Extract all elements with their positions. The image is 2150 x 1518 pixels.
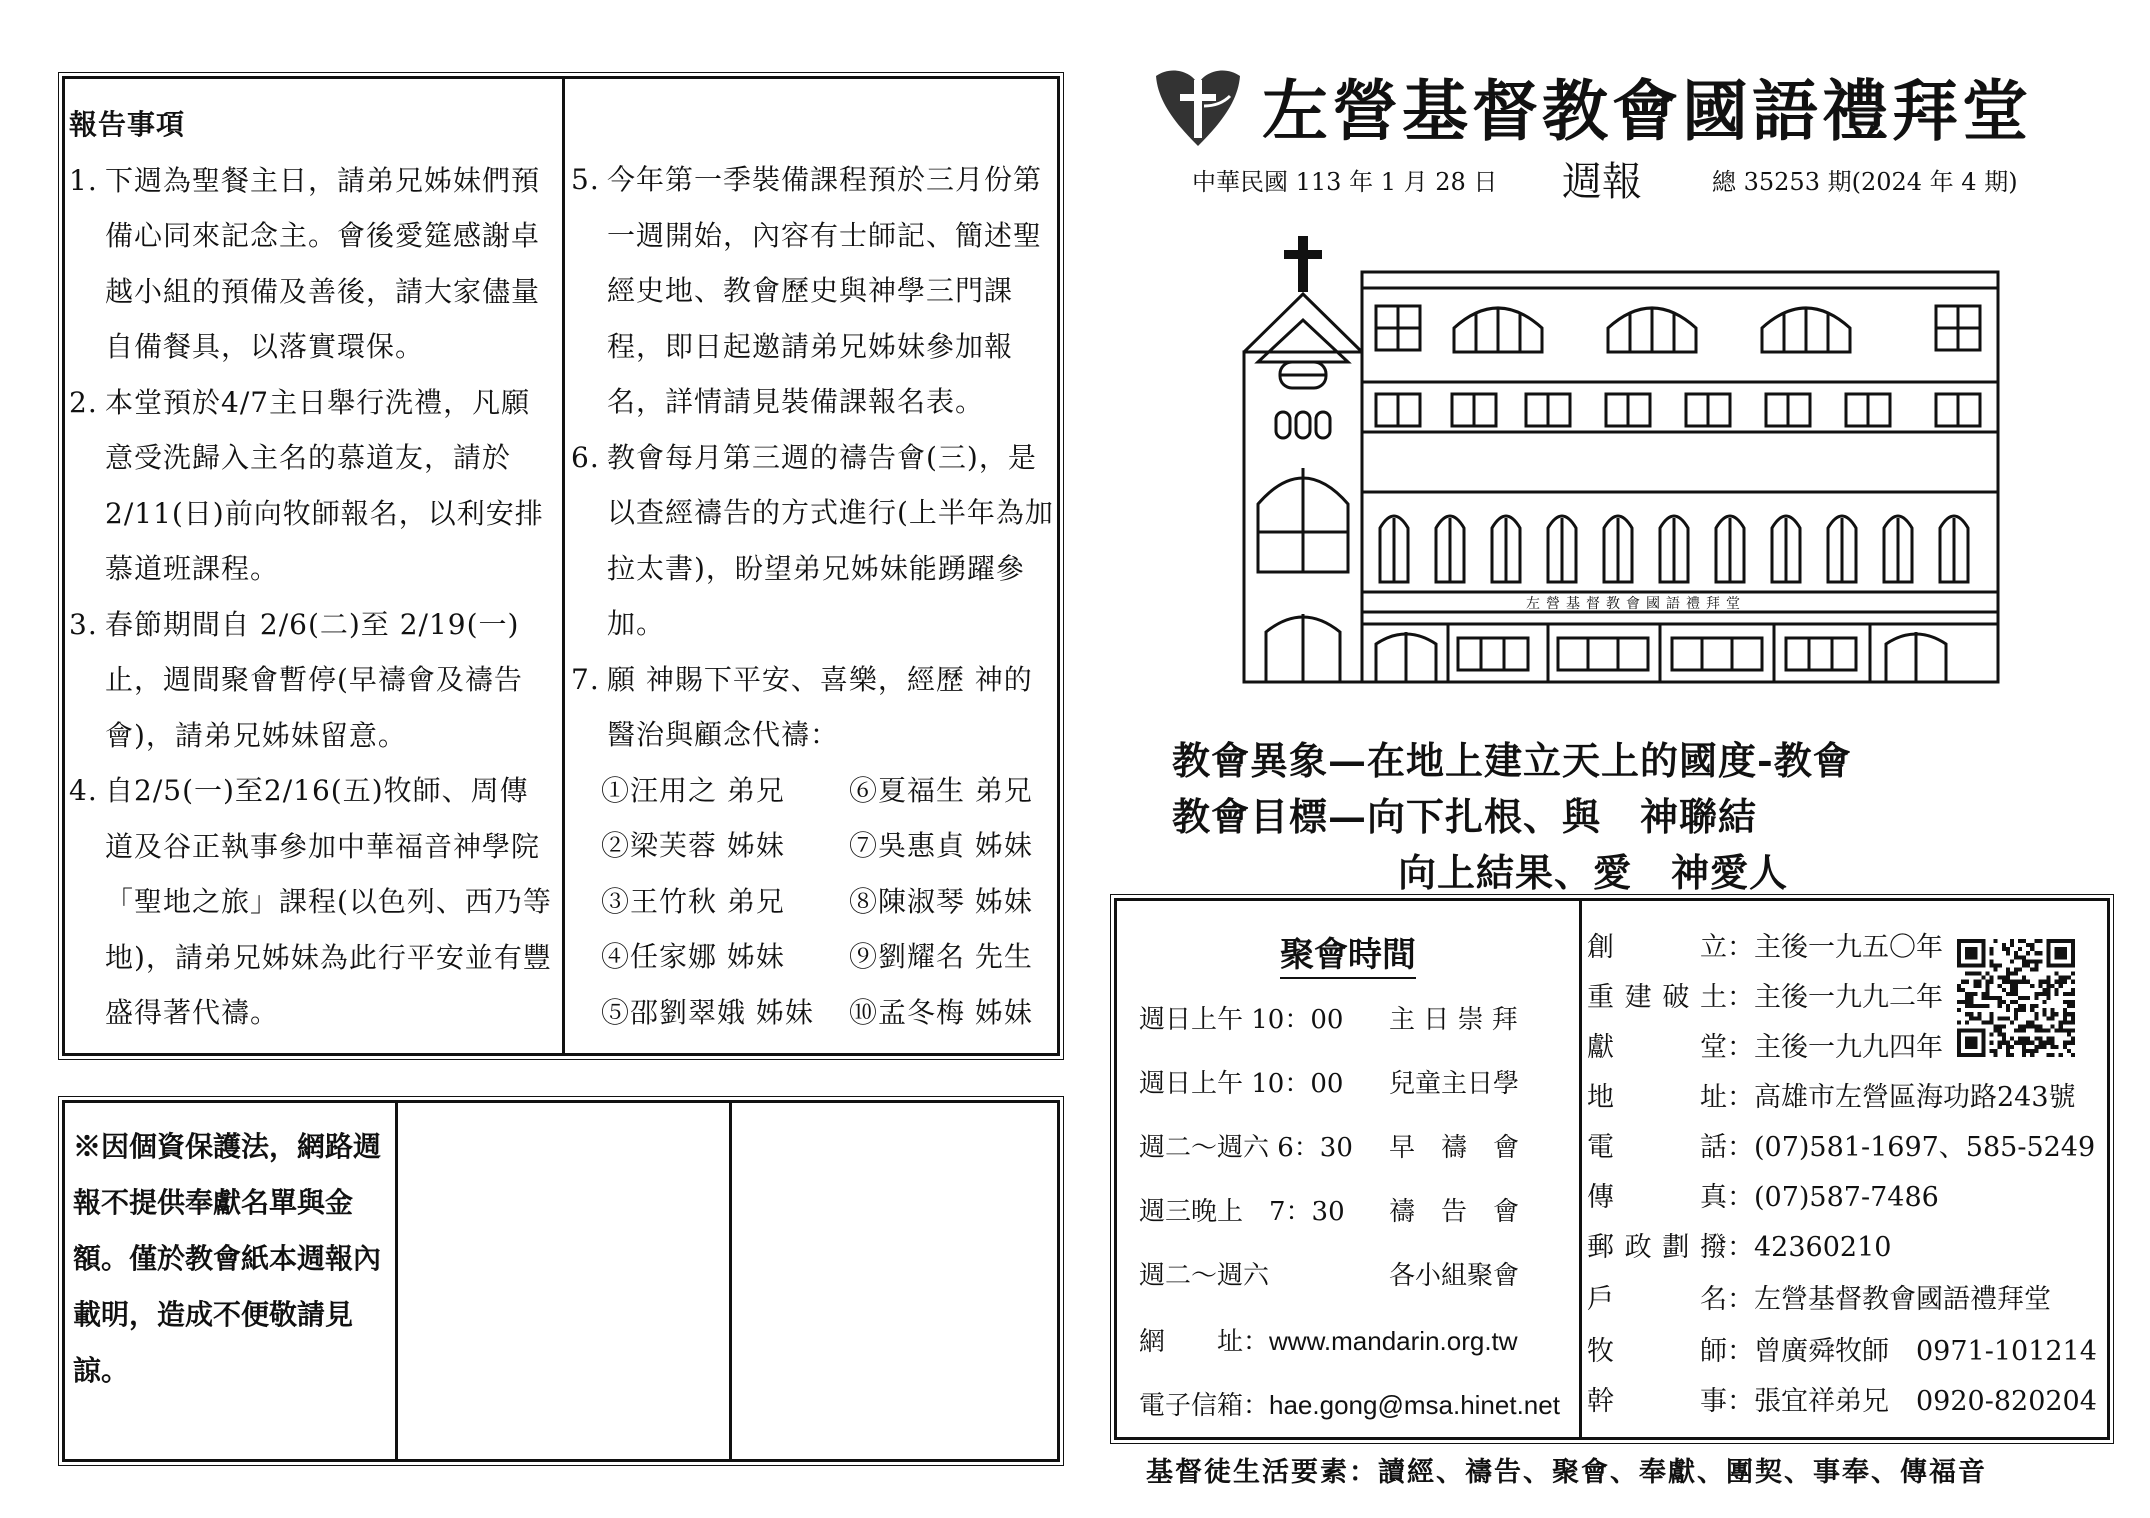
info-pastor: 牧師：曾廣舜牧師 0971-101214 bbox=[1587, 1336, 2097, 1367]
announcements-panel bbox=[62, 76, 1060, 1056]
church-goal-continued: 向上結果、愛 神愛人 bbox=[1398, 850, 1789, 895]
announcement-item: 3. 春節期間自 2/6(二)至 2/19(一)止，週間聚會暫停(早禱會及禱告會)，請弟兄姊妹留意。 bbox=[69, 607, 523, 752]
prayer-name: ③王竹秋 弟兄 bbox=[601, 884, 785, 918]
info-postal-account: 郵政劃撥：42360210 bbox=[1587, 1232, 1892, 1263]
prayer-name: ⑦吳惠貞 姊妹 bbox=[849, 829, 1033, 862]
email-row: 電子信箱：hae.gong@msa.hinet.net bbox=[1139, 1390, 1560, 1421]
qr-code-icon[interactable] bbox=[1957, 939, 2075, 1057]
meeting-row: 週二～週六 各小組聚會 bbox=[1139, 1261, 1520, 1291]
website-row: 網 址：www.mandarin.org.tw bbox=[1139, 1326, 1518, 1357]
announcement-item: 7. 願 神賜下平安、喜樂，經歷 神的醫治與顧念代禱： bbox=[571, 662, 1033, 751]
email-link[interactable]: hae.gong@msa.hinet.net bbox=[1269, 1390, 1560, 1420]
info-dedication: 獻堂：主後一九九四年 bbox=[1587, 1032, 1943, 1063]
announcement-item: 5. 今年第一季裝備課程預於三月份第一週開始，內容有士師記、簡述聖經史地、教會歷史與神學三門課程，即日起邀請弟兄姊妹參加報名，詳情請見裝備課報名表。 bbox=[571, 163, 1043, 418]
prayer-name: ⑨劉耀名 先生 bbox=[849, 940, 1033, 973]
prayer-name: ②梁芙蓉 姊妹 bbox=[601, 829, 785, 862]
announcement-item: 1. 下週為聖餐主日，請弟兄姊妹們預備心同來記念主。會後愛筵感謝卓越小組的預備及善後，請大家儘量自備餐具，以落實環保。 bbox=[69, 163, 541, 363]
offering-panel bbox=[62, 1100, 1060, 1462]
column-divider bbox=[729, 1103, 732, 1459]
info-fax: 傳真：(07)587-7486 bbox=[1587, 1182, 1939, 1213]
prayer-name: ⑩孟冬梅 姊妹 bbox=[849, 995, 1033, 1029]
announcements-left-column bbox=[69, 97, 557, 1041]
info-founded: 創立：主後一九五〇年 bbox=[1587, 932, 1943, 963]
church-building-illustration bbox=[1236, 232, 2008, 692]
column-divider bbox=[562, 79, 565, 1053]
church-name: 左營基督教會國語禮拜堂 bbox=[1262, 72, 2032, 150]
announcement-item: 2. 本堂預於4/7主日舉行洗禮，凡願意受洗歸入主名的慕道友，請於2/11(日)前向牧師報名，以利安排慕道班課程。 bbox=[69, 385, 544, 585]
announcements-title: 報告事項 bbox=[69, 108, 186, 141]
info-groundbreaking: 重建破土：主後一九九二年 bbox=[1587, 982, 1943, 1013]
prayer-name: ⑧陳淑琴 姊妹 bbox=[849, 884, 1033, 918]
issue-number: 總 35253 期(2024 年 4 期) bbox=[1712, 168, 2018, 196]
meeting-row: 週日上午 10：00 主 日 崇 拜 bbox=[1139, 1005, 1518, 1035]
column-divider bbox=[395, 1103, 398, 1459]
info-phone: 電話：(07)581-1697、585-5249 bbox=[1587, 1132, 2096, 1163]
prayer-list bbox=[571, 763, 1059, 1041]
meeting-row: 週三晚上 7：30 禱 告 會 bbox=[1139, 1197, 1520, 1227]
announcement-item: 4. 自2/5(一)至2/16(五)牧師、周傳道及谷正執事參加中華福音神學院「聖地之旅」課程(以色列、西乃等地)，請弟兄姊妹為此行平安並有豐盛得著代禱。 bbox=[69, 774, 552, 1029]
bulletin-date: 中華民國 113 年 1 月 28 日 bbox=[1192, 168, 1498, 196]
bulletin-label: 週報 bbox=[1562, 159, 1642, 205]
meeting-row: 週二～週六 6：30 早 禱 會 bbox=[1139, 1133, 1520, 1163]
column-divider bbox=[1579, 901, 1582, 1437]
prayer-name: ④任家娜 姊妹 bbox=[601, 940, 785, 973]
website-link[interactable]: www.mandarin.org.tw bbox=[1269, 1326, 1518, 1356]
meetings-title: 聚會時間 bbox=[1117, 927, 1579, 976]
prayer-name: ①汪用之 弟兄 bbox=[601, 773, 785, 807]
church-goal: 教會目標—向下扎根、與 神聯結 bbox=[1172, 794, 1758, 839]
meeting-row: 週日上午 10：00 兒童主日學 bbox=[1139, 1069, 1520, 1099]
privacy-notice: ※因個資保護法，網路週報不提供奉獻名單與金額。僅於教會紙本週報內載明，造成不便敬請見諒。 bbox=[73, 1130, 382, 1387]
footer-christian-life-essentials: 基督徒生活要素：讀經、禱告、聚會、奉獻、團契、事奉、傳福音 bbox=[1146, 1457, 1987, 1488]
info-account-name: 戶名：左營基督教會國語禮拜堂 bbox=[1587, 1284, 2051, 1315]
prayer-name: ⑥夏福生 弟兄 bbox=[849, 773, 1033, 807]
prayer-name: ⑤邵劉翠娥 姊妹 bbox=[601, 995, 814, 1029]
church-vision: 教會異象—在地上建立天上的國度-教會 bbox=[1172, 738, 1852, 783]
announcements-right-column bbox=[571, 152, 1059, 1040]
info-panel bbox=[1114, 898, 2110, 1440]
church-logo-icon bbox=[1150, 66, 1246, 148]
info-secretary: 幹事：張宜祥弟兄 0920-820204 bbox=[1587, 1386, 2097, 1417]
building-sign: 左營基督教會國語禮拜堂 bbox=[1526, 596, 1746, 612]
info-address: 地址：高雄市左營區海功路243號 bbox=[1587, 1082, 2076, 1113]
announcement-item: 6. 教會每月第三週的禱告會(三)，是以查經禱告的方式進行(上半年為加拉太書)，盼望弟兄姊妹能踴躍參加。 bbox=[571, 440, 1054, 640]
